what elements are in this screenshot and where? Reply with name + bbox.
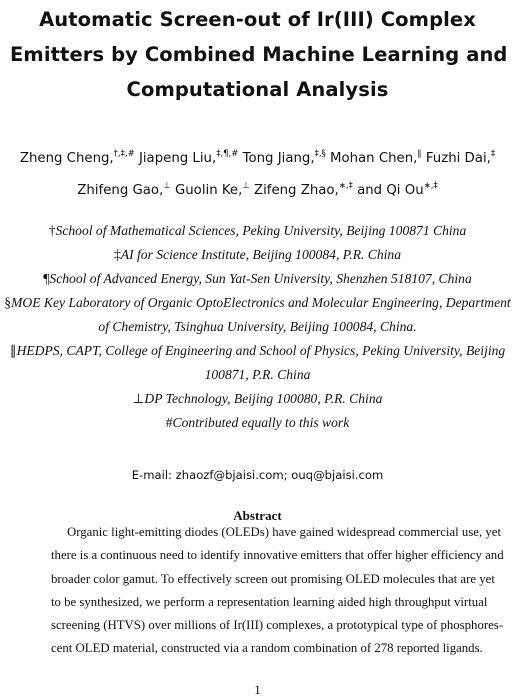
abstract-line: there is a continuous need to identify innovative emitters that offer higher efficiency and (51, 548, 504, 563)
author-line (0, 143, 515, 175)
author-name: Mohan Chen, (330, 151, 418, 166)
author-name: Tong Jiang, (242, 151, 315, 166)
affiliation-item (4, 219, 511, 243)
author-name: Zifeng Zhao, (253, 183, 339, 198)
affiliation-item (4, 243, 511, 267)
author-affiliation-marks: ∗,‡ (338, 181, 353, 191)
author-name: Guolin Ke, (174, 183, 243, 198)
affiliation-item (4, 411, 511, 435)
abstract-line: cent OLED material, constructed via a random combination of 278 reported ligands. (51, 641, 483, 656)
affiliation-symbol: # (165, 415, 173, 430)
paper-title (10, 2, 508, 107)
affiliation-symbol: ⊥ (132, 391, 145, 406)
abstract-line: Organic light-emitting diodes (OLEDs) have gained widespread commercial use, yet (67, 525, 502, 539)
author-affiliation-marks: ⊥ (242, 181, 250, 191)
author-affiliation-marks: ‡,¶,# (216, 149, 239, 159)
affiliation-item (4, 387, 511, 411)
affiliation-text: DP Technology, Beijing 100080, P.R. China (144, 391, 383, 406)
author-affiliation-marks: ‡ (490, 149, 496, 159)
affiliation-text: School of Advanced Energy, Sun Yat-Sen University, Shenzhen 518107, China (49, 271, 472, 286)
title-line: Computational Analysis (126, 78, 389, 101)
author-name: Jiapeng Liu, (138, 151, 217, 166)
affiliation-text: of Chemistry, Tsinghua University, Beijing 100084, China. (98, 319, 417, 334)
affiliation-item (4, 267, 511, 291)
author-affiliation-marks: ∗,‡ (423, 181, 438, 191)
affiliation-item (4, 291, 511, 339)
affiliation-text: HEDPS, CAPT, College of Engineering and School of Physics, Peking University, Beijing (16, 343, 506, 358)
page-number: 1 (254, 682, 261, 697)
affiliation-symbol: ∥ (9, 343, 17, 358)
author-list (0, 143, 515, 207)
affiliation-text: 100871, P.R. China (204, 367, 311, 382)
title-line: Automatic Screen-out of Ir(III) Complex (39, 8, 476, 31)
author-name: and Qi Ou (357, 183, 424, 198)
affiliation-text: Contributed equally to this work (172, 415, 350, 430)
affiliation-text: School of Mathematical Sciences, Peking University, Beijing 100871 China (55, 223, 467, 238)
affiliation-symbol: § (4, 295, 12, 310)
abstract-body (51, 521, 504, 661)
author-affiliation-marks: ∥ (417, 149, 422, 159)
title-line: Emitters by Combined Machine Learning and (10, 43, 508, 66)
author-affiliation-marks: ⊥ (163, 181, 171, 191)
author-affiliation-marks: †,‡,# (113, 149, 135, 159)
contact-email (0, 468, 515, 482)
affiliation-text: AI for Science Institute, Beijing 100084, P.R. China (120, 247, 402, 262)
affiliation-symbol: ¶ (43, 271, 50, 286)
author-affiliation-marks: ‡,§ (314, 149, 326, 159)
affiliation-text: MOE Key Laboratory of Organic OptoElectronics and Molecular Engineering, Department (11, 295, 511, 310)
affiliation-symbol: † (48, 223, 56, 238)
abstract-line: to be synthesized, we perform a representation learning aided high throughput virtual (51, 594, 488, 609)
author-line (0, 175, 515, 207)
affiliation-item (4, 339, 511, 387)
abstract-heading: Abstract (233, 508, 282, 523)
abstract-line: broader color gamut. To effectively screen out promising OLED molecules that are yet (51, 571, 495, 586)
affiliation-symbol: ‡ (113, 247, 121, 262)
abstract-line: screening (HTVS) over millions of Ir(III) complexes, a prototypical type of phosphores- (51, 618, 504, 633)
author-name: Fuzhi Dai, (425, 151, 491, 166)
email-label: E-mail: (131, 468, 172, 482)
author-name: Zheng Cheng, (19, 151, 114, 166)
affiliation-list (4, 219, 511, 435)
email-addresses: zhaozf@bjaisi.com; ouq@bjaisi.com (175, 468, 384, 482)
author-name: Zhifeng Gao, (77, 183, 164, 198)
